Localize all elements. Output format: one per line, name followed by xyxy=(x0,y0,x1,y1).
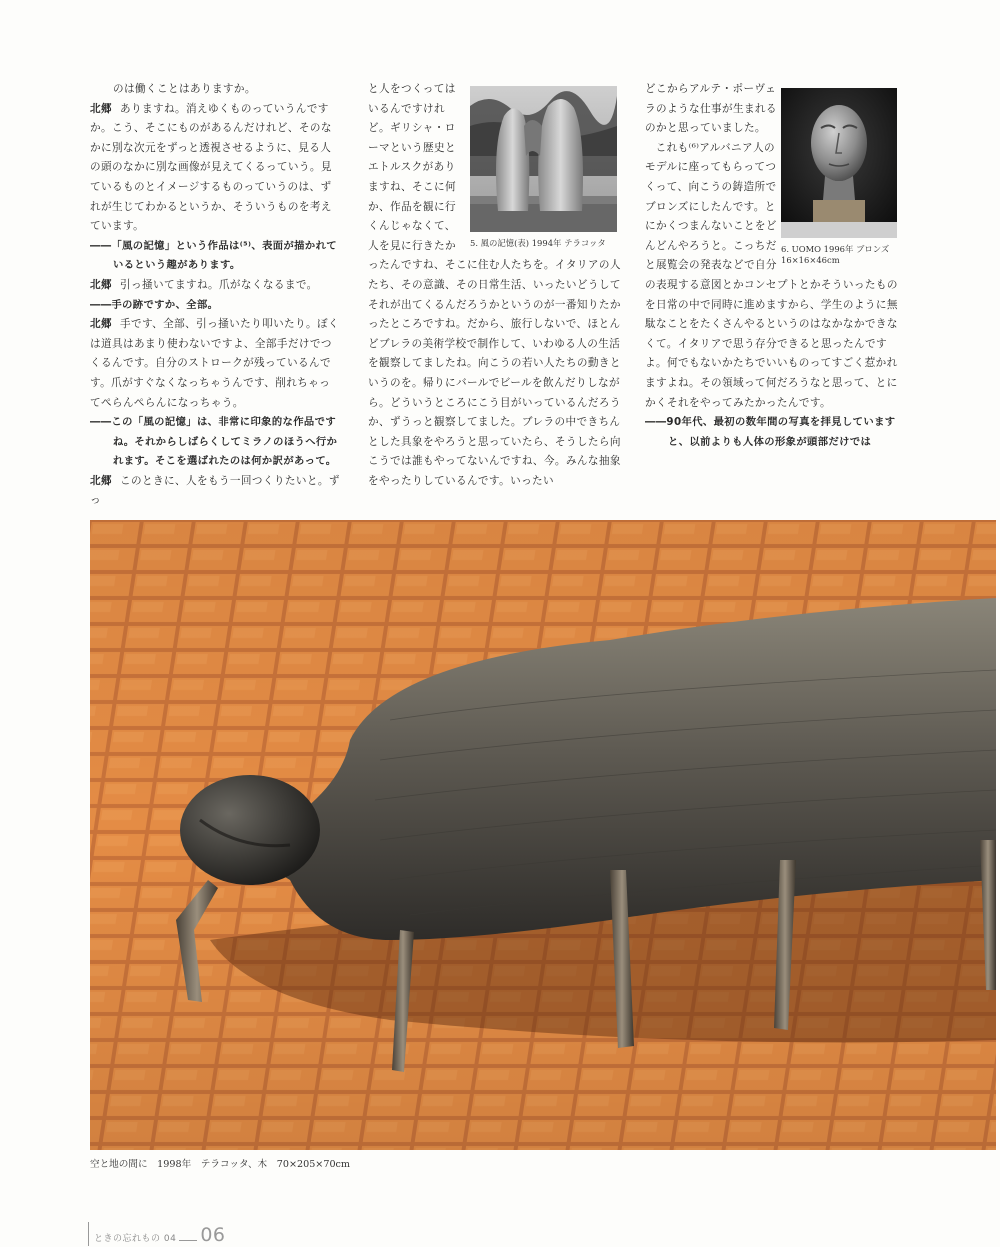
figure-5-caption: 5. 風の記憶(表) 1994年 テラコッタ xyxy=(470,238,606,248)
figure-6-photo xyxy=(781,88,897,238)
text-column-1 xyxy=(90,80,340,511)
page-footer xyxy=(94,1224,226,1246)
column2-text: と人をつくってはいるんですけれど。ギリシャ・ローマという歴史とエトルスクがありますね、そこに何か、作品を観に行くんじゃなくて、人を見に行きたかったんですね、そこに住む人たちを。イタリアの人たち、その意識、その日常生活、いったいどうしてそれが出てくるんだろうかというのが一番知りたかったところですね。だから、旅行しないで、ほとんどブレラの美術学校で制作して、いわゆる人の生活を観察してましたね。向こうの若い人たちの動きというのを。帰りにバールでビールを飲んだりしながら。どういうところにこう目がいっているんだろうか、ずうっと観察してました。ブレラの中できちんとした具象をやろうと思っていたら、そうしたら向こうでは誰もやってないんですね、今。みんな抽象をやったりしているんです。いったい xyxy=(368,83,621,487)
column1-line-7: 北郷 このときに、人をもう一回つくりたいと。ずっ xyxy=(90,474,340,507)
speaker-name: 北郷 xyxy=(90,278,112,291)
column1-line-3: 北郷 引っ掻いてますね。爪がなくなるまで。 xyxy=(90,278,318,291)
speaker-name: 北郷 xyxy=(90,474,112,487)
footer-rule xyxy=(88,1222,89,1246)
column1-line-5: 北郷 手です、全部、引っ掻いたり叩いたり。ぼくは道具はあまり使わないですよ、全部手だけでつくるんです。自分のストロークが残っているんです。爪がすぐなくなっちゃうんです、削れちゃってぺらんぺらんになっちゃう。 xyxy=(90,318,340,409)
interviewer-question: ――90年代、最初の数年間の写真を拝見していますと、以前よりも人体の形象が頭部だけでは xyxy=(645,416,896,448)
footer-dash xyxy=(179,1240,197,1241)
interviewer-question: ――この「風の記憶」は、非常に印象的な作品ですね。それからしばらくしてミラノのほうへ行かれます。そこを選ばれたのは何か訳があって。 xyxy=(90,416,338,468)
main-photo-caption: 空と地の間に 1998年 テラコッタ、木 70×205×70cm xyxy=(90,1159,351,1170)
column3-paragraph-1: どこからアルテ・ポーヴェラのような仕事が生まれるのかと思っていました。 xyxy=(645,83,777,135)
speaker-name: 北郷 xyxy=(90,102,112,115)
figure-6-caption xyxy=(781,244,901,266)
main-sculpture-photo xyxy=(90,520,996,1150)
figure-6-caption-line-1: 6. UOMO 1996年 ブロンズ xyxy=(781,244,890,254)
speaker-name: 北郷 xyxy=(90,318,112,331)
column3-paragraph-2: これも⁽⁶⁾アルバニア人のモデルに座ってもらってつくって、向こうの鋳造所でブロンズにしたんです。とにかくつまんないことをどんどんやろうと。こっちだと展覧会の発表などで自分の表現する意図とかコンセプトとかそういったものを日常の中で同時に進めますから、学生のように無駄なことをたくさんやるというのはなかなかできなくて。イタリアで思う存分できると思ったんですよ。何でもないかたちでいいものってすごく惹かれますよね。その領域って何だろうなと思って、とにかくそれをやってみたかったんです。 xyxy=(645,141,898,409)
column1-line-1: 北郷 ありますね。消えゆくものっていうんですか。こう、そこにものがあるんだけれど、そのなかに別な次元をずっと透視させるように、見る人の頭のなかに別な画像が見えてくるっていう。見ているものとイメージするものっていうのは、ずれが生じてわかるというか、そういうものを考えています。 xyxy=(90,102,332,233)
interviewer-question: ――「風の記憶」という作品は⁽⁵⁾、表面が描かれているという趣があります。 xyxy=(90,239,337,272)
column1-line-0: のは働くことはありますか。 xyxy=(113,83,256,95)
series-title: ときの忘れもの 04 xyxy=(94,1234,177,1244)
figure-6-caption-line-2: 16×16×46cm xyxy=(781,255,840,265)
page-number: 06 xyxy=(200,1224,226,1246)
interviewer-question: ――手の跡ですか、全部。 xyxy=(90,298,219,311)
figure-5-photo xyxy=(470,86,617,232)
